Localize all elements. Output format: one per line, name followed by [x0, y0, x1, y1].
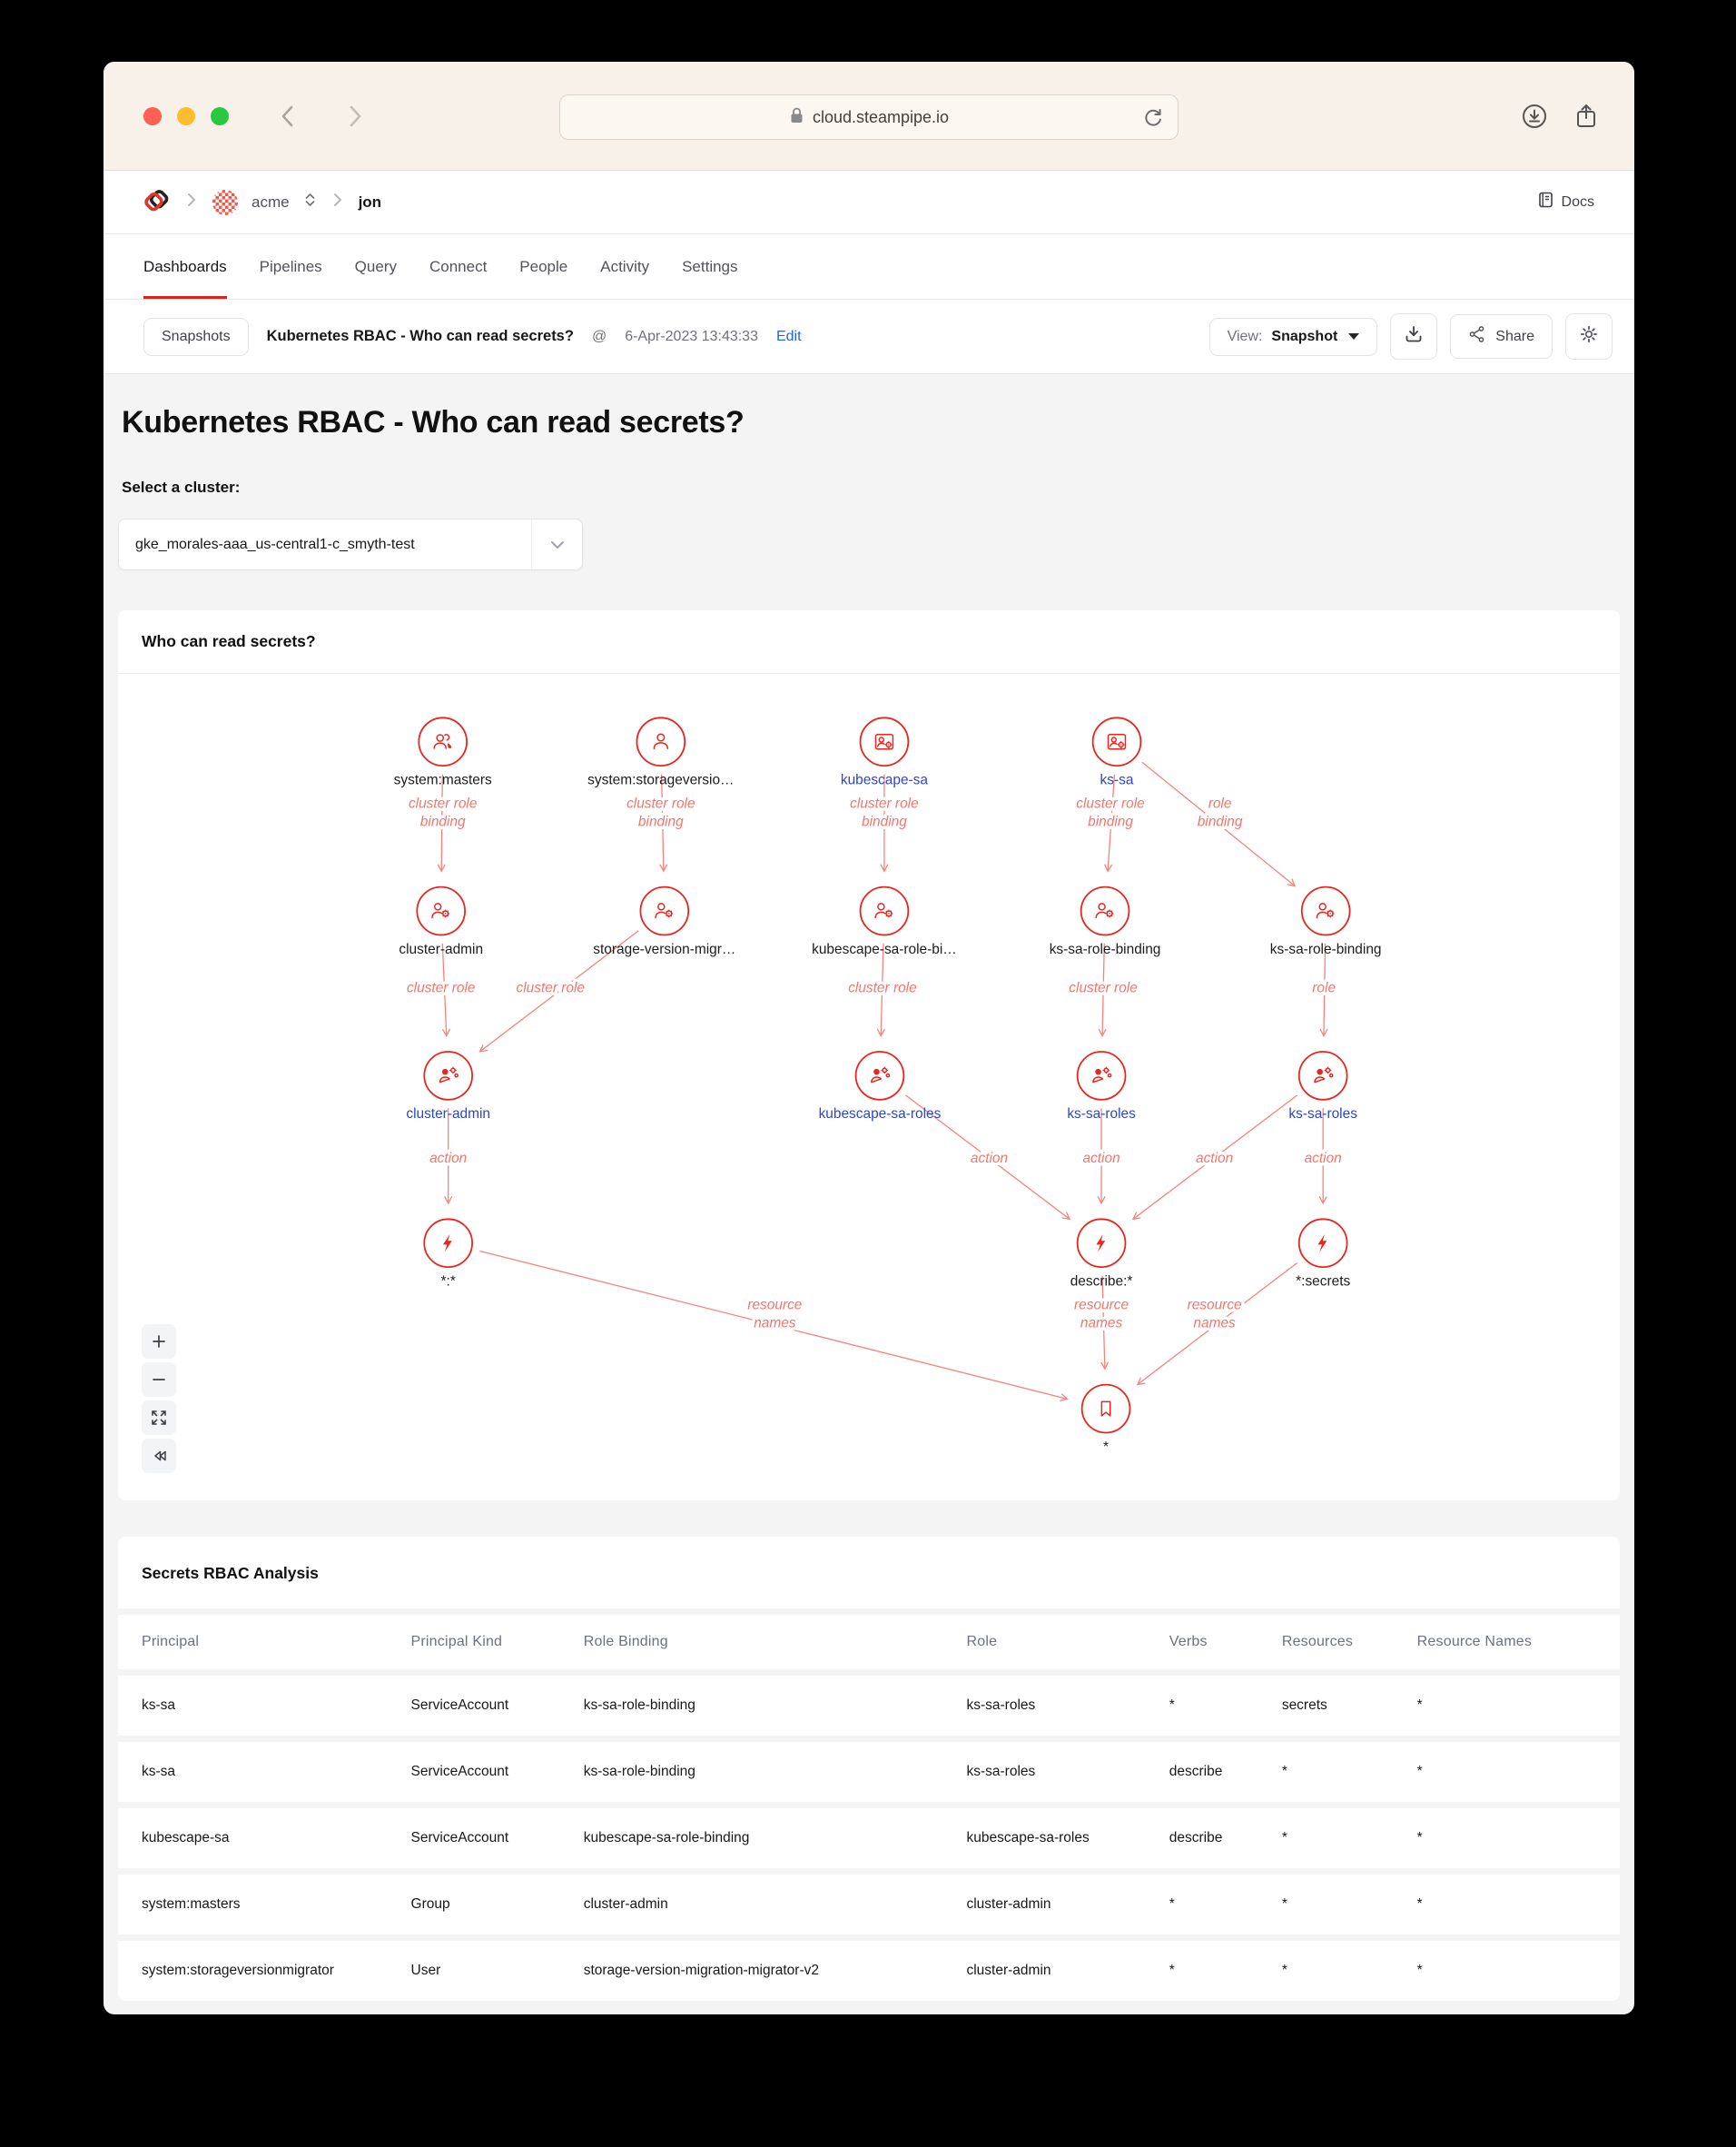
rbac-graph-svg[interactable]	[118, 674, 1620, 1498]
graph-node--[interactable]	[424, 1219, 472, 1289]
url-text: cloud.steampipe.io	[812, 107, 950, 126]
downloads-icon[interactable]	[1520, 102, 1549, 135]
edit-link[interactable]: Edit	[775, 328, 802, 344]
node-label: ks-sa-role-binding	[1269, 941, 1382, 957]
table-header-cell[interactable]: Role Binding	[583, 1634, 668, 1649]
table-row	[118, 1673, 1620, 1739]
table-cell: *	[1416, 1963, 1423, 1978]
table-cell: ks-sa-roles	[966, 1764, 1036, 1779]
snapshot-bar	[104, 300, 1634, 374]
reset-icon[interactable]	[142, 1439, 176, 1473]
table-row	[118, 1806, 1620, 1872]
tab-pipelines[interactable]: Pipelines	[259, 257, 322, 275]
node-label: storage-version-migr…	[593, 941, 736, 957]
docs-link[interactable]	[1537, 191, 1594, 213]
graph-node-ks-sa-role-binding[interactable]	[1050, 887, 1161, 957]
table-header-cell[interactable]: Role	[966, 1634, 998, 1649]
browser-window	[104, 62, 1634, 2014]
graph-card	[118, 610, 1620, 1500]
graph-node-describe-[interactable]	[1070, 1219, 1133, 1289]
minimize-window-icon[interactable]	[177, 107, 195, 125]
edge-label: role	[1312, 980, 1337, 996]
snapshot-timestamp: 6-Apr-2023 13:43:33	[625, 328, 758, 344]
view-label: View:	[1227, 328, 1263, 344]
rbac-graph[interactable]	[118, 674, 1620, 1500]
table-header-cell[interactable]: Resource Names	[1416, 1634, 1533, 1649]
table-row	[118, 1872, 1620, 1938]
edge-label: cluster role binding	[626, 796, 695, 830]
graph-node-cluster-admin[interactable]	[406, 1052, 490, 1122]
table-cell: ks-sa-roles	[966, 1697, 1036, 1713]
edge-label: resource names	[1187, 1297, 1242, 1331]
table-cell: describe	[1169, 1830, 1223, 1845]
table-header-cell[interactable]: Principal Kind	[410, 1634, 503, 1649]
breadcrumb	[143, 186, 1537, 218]
table-cell: *	[1169, 1963, 1175, 1978]
snapshots-button[interactable]: Snapshots	[143, 318, 249, 356]
table-cell: *	[1281, 1963, 1287, 1978]
zoom-in-icon[interactable]	[142, 1324, 176, 1359]
settings-button[interactable]	[1565, 313, 1613, 360]
table-card-title: Secrets RBAC Analysis	[142, 1564, 319, 1582]
edge-label: cluster role binding	[408, 796, 478, 830]
table-cell: storage-version-migration-migrator-v2	[583, 1963, 819, 1978]
table-cell: *	[1416, 1896, 1423, 1912]
download-icon	[1404, 324, 1424, 349]
graph-node-ks-sa-role-binding[interactable]	[1270, 887, 1382, 957]
close-window-icon[interactable]	[143, 107, 162, 125]
node-label[interactable]: ks-sa	[1100, 772, 1134, 788]
chevron-right-icon	[184, 191, 199, 213]
docs-label: Docs	[1561, 193, 1594, 210]
node-label: *	[1103, 1439, 1110, 1455]
edge-label: cluster role binding	[1076, 796, 1145, 830]
table-cell: cluster-admin	[966, 1896, 1051, 1912]
table-cell: system:storageversionmigrator	[142, 1963, 334, 1978]
back-icon[interactable]	[276, 102, 300, 135]
table-row	[118, 1739, 1620, 1806]
graph-node-system-storageversio-[interactable]	[587, 717, 734, 787]
gear-icon	[1579, 324, 1599, 349]
table-cell: *	[1281, 1830, 1287, 1845]
view-value: Snapshot	[1271, 328, 1338, 344]
graph-node-storage-version-migr-[interactable]	[593, 887, 735, 957]
chevron-right-icon	[330, 191, 345, 213]
cluster-select-label: Select a cluster:	[122, 479, 241, 496]
edge-label: cluster role binding	[850, 796, 919, 830]
table-cell: secrets	[1281, 1697, 1327, 1713]
cluster-select-value: gke_morales-aaa_us-central1-c_smyth-test	[135, 536, 415, 552]
table-card	[118, 1537, 1620, 2001]
node-label[interactable]: ks-sa-roles	[1067, 1106, 1136, 1123]
node-label: system:masters	[393, 772, 492, 788]
edge-label: action	[970, 1151, 1009, 1167]
graph-node-ks-sa-roles[interactable]	[1067, 1052, 1136, 1122]
table-cell: *	[1416, 1830, 1423, 1845]
snapshot-title: Kubernetes RBAC - Who can read secrets?	[266, 328, 574, 344]
table-cell: ServiceAccount	[410, 1764, 509, 1779]
graph-node-ks-sa[interactable]	[1093, 717, 1141, 787]
node-label[interactable]: cluster-admin	[406, 1106, 491, 1123]
edge-label: resource names	[747, 1297, 803, 1331]
table-header-row	[118, 1612, 1620, 1673]
breadcrumb-workspace[interactable]: jon	[358, 193, 382, 211]
node-label: describe:*	[1070, 1273, 1133, 1290]
table-cell: ks-sa-role-binding	[583, 1764, 695, 1779]
table-cell: *	[1416, 1764, 1423, 1779]
steampipe-logo-icon[interactable]	[143, 186, 171, 218]
tab-settings[interactable]: Settings	[682, 257, 738, 275]
edge-label: action	[1082, 1151, 1120, 1167]
table-header-cell[interactable]: Principal	[142, 1634, 200, 1649]
edge-label: cluster role	[406, 980, 476, 996]
table-cell: Group	[410, 1896, 450, 1912]
graph-node-kubescape-sa[interactable]	[841, 717, 929, 787]
org-selector-icon[interactable]	[303, 192, 317, 213]
graph-node-cluster-admin[interactable]	[399, 887, 483, 957]
breadcrumb-org[interactable]: acme	[252, 193, 290, 211]
rbac-table	[118, 1608, 1620, 2001]
table-cell: *	[1169, 1896, 1175, 1912]
app-header	[104, 171, 1634, 234]
address-bar[interactable]	[559, 94, 1179, 140]
dashboard-main	[104, 374, 1634, 2014]
table-cell: ServiceAccount	[410, 1697, 509, 1713]
forward-icon[interactable]	[343, 102, 367, 135]
graph-node-kubescape-sa-role-bi-[interactable]	[812, 887, 957, 957]
edge-label: cluster role	[848, 980, 917, 996]
table-cell: User	[410, 1963, 441, 1978]
node-label[interactable]: kubescape-sa-roles	[818, 1106, 942, 1123]
edge-label: action	[1304, 1151, 1342, 1167]
org-avatar[interactable]	[212, 190, 238, 215]
node-label[interactable]: kubescape-sa	[840, 772, 929, 788]
edge-label: role binding	[1197, 796, 1243, 830]
tab-connect[interactable]: Connect	[429, 257, 488, 275]
graph-node-system-masters[interactable]	[394, 717, 492, 787]
node-label: *:secrets	[1296, 1273, 1351, 1290]
primary-nav	[104, 234, 1634, 300]
graph-zoom-controls	[142, 1324, 176, 1473]
table-cell: ks-sa	[142, 1697, 176, 1713]
node-label: kubescape-sa-role-bi…	[812, 941, 957, 957]
fullscreen-icon[interactable]	[142, 1400, 176, 1435]
tab-people[interactable]: People	[519, 257, 568, 275]
lock-icon	[789, 106, 804, 129]
book-icon	[1537, 191, 1554, 213]
cluster-select[interactable]	[118, 519, 583, 570]
maximize-window-icon[interactable]	[211, 107, 229, 125]
edge-label: cluster role	[1069, 980, 1138, 996]
view-select[interactable]	[1209, 318, 1378, 356]
table-cell: *	[1416, 1697, 1423, 1713]
snapshot-at: @	[591, 328, 607, 344]
tab-activity[interactable]: Activity	[600, 257, 650, 275]
table-cell: *	[1281, 1764, 1287, 1779]
node-label: ks-sa-role-binding	[1049, 941, 1161, 957]
page-title: Kubernetes RBAC - Who can read secrets?	[122, 405, 745, 440]
table-cell: kubescape-sa-roles	[966, 1830, 1090, 1845]
share-button[interactable]	[1450, 314, 1553, 359]
browser-chrome	[104, 62, 1634, 171]
refresh-icon[interactable]	[1141, 106, 1165, 134]
share-page-icon[interactable]	[1573, 102, 1600, 135]
table-cell: *	[1169, 1697, 1175, 1713]
graph-card-title: Who can read secrets?	[118, 610, 1620, 674]
chevron-down-icon	[531, 519, 582, 569]
graph-node-kubescape-sa-roles[interactable]	[819, 1052, 942, 1122]
table-header-cell[interactable]: Resources	[1281, 1634, 1354, 1649]
table-cell: ServiceAccount	[410, 1830, 509, 1845]
table-cell: ks-sa-role-binding	[583, 1697, 695, 1713]
table-cell: describe	[1169, 1764, 1223, 1779]
table-cell: *	[1281, 1896, 1287, 1912]
edge-label: action	[429, 1151, 468, 1167]
tab-dashboards[interactable]: Dashboards	[143, 234, 227, 299]
edge-label: resource names	[1074, 1297, 1129, 1331]
edge-label: action	[1196, 1151, 1234, 1167]
zoom-out-icon[interactable]	[142, 1362, 176, 1397]
graph-node-ks-sa-roles[interactable]	[1288, 1052, 1357, 1122]
table-row	[118, 1938, 1620, 2002]
tab-query[interactable]: Query	[354, 257, 397, 275]
table-cell: cluster-admin	[966, 1963, 1051, 1978]
table-header-cell[interactable]: Verbs	[1169, 1634, 1208, 1649]
table-cell: ks-sa	[142, 1764, 176, 1779]
graph-node--[interactable]	[1082, 1385, 1130, 1455]
node-label: *:*	[440, 1273, 456, 1290]
graph-node--secrets[interactable]	[1296, 1219, 1350, 1289]
caret-down-icon	[1348, 333, 1359, 340]
table-cell: kubescape-sa-role-binding	[583, 1830, 750, 1845]
share-label: Share	[1495, 328, 1534, 344]
share-icon	[1468, 325, 1486, 348]
traffic-lights	[143, 107, 229, 125]
edge-label: cluster role	[516, 980, 586, 996]
node-label: system:storageversio…	[587, 772, 735, 788]
download-snapshot-button[interactable]	[1390, 313, 1437, 360]
table-cell: system:masters	[142, 1896, 241, 1912]
table-cell: kubescape-sa	[142, 1830, 230, 1845]
node-label: cluster-admin	[399, 941, 484, 957]
table-cell: cluster-admin	[583, 1896, 668, 1912]
node-label[interactable]: ks-sa-roles	[1288, 1106, 1357, 1123]
